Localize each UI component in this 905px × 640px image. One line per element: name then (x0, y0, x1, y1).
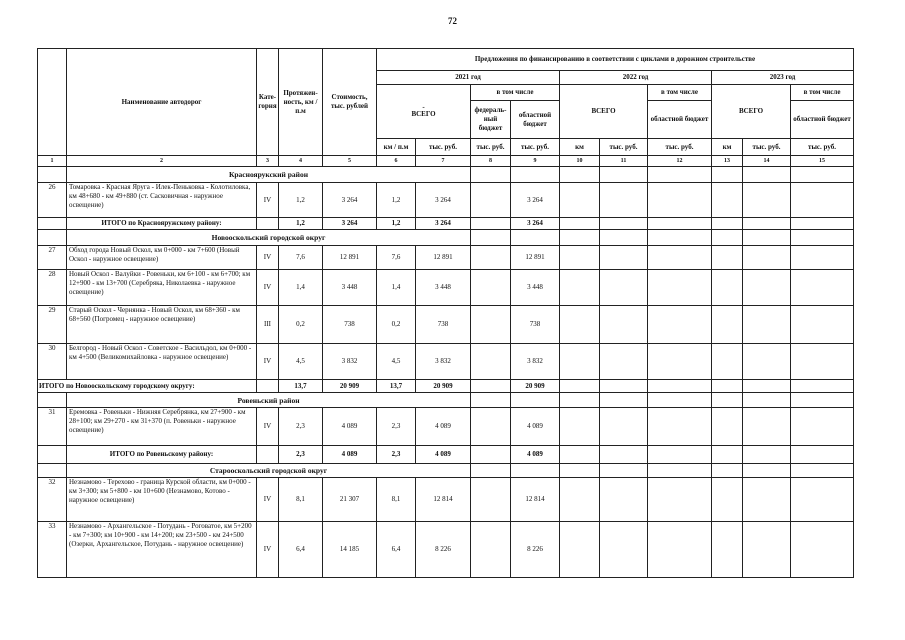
rub-2021: 12 891 (416, 246, 471, 270)
rub-2021: 3 264 (416, 183, 471, 218)
total-2022-header: ВСЕГО (560, 85, 648, 139)
regional-2021-header: областной бюджет (511, 101, 560, 139)
road-length: 7,6 (279, 246, 323, 270)
total-regional-2021: 20 909 (511, 380, 560, 393)
road-cost: 3 448 (323, 270, 377, 306)
road-name: Белгород - Новый Оскол - Советское - Васильдол, км 0+000 - км 4+500 (Великомихайловка - наружное освещение) (67, 344, 257, 380)
federal-2021 (471, 522, 511, 578)
col-number: 12 (648, 156, 712, 167)
col-number: 2 (67, 156, 257, 167)
row-number: 31 (38, 408, 67, 446)
total-km-2021: 13,7 (377, 380, 416, 393)
total-km-2021: 1,2 (377, 218, 416, 230)
road-name: Новый Оскол - Валуйки - Ровеньки, км 6+100 - км 6+700; км 12+900 - км 13+700 (Серебряка, Николаевка - наружное освещение) (67, 270, 257, 306)
total-rub-2021: 20 909 (416, 380, 471, 393)
regional-2021: 12 814 (511, 478, 560, 522)
road-name: Незнамово - Терехово - граница Курской области, км 0+000 - км 3+300; км 5+800 - км 10+600 (Незнамово, Котово - наружное освещение) (67, 478, 257, 522)
total-cost: 20 909 (323, 380, 377, 393)
total-label: ИТОГО по Новооскольскому городскому округу: (38, 380, 257, 393)
year-2023-header: 2023 год (712, 71, 854, 85)
federal-2021 (471, 183, 511, 218)
row-number: 32 (38, 478, 67, 522)
col-number: 14 (743, 156, 791, 167)
table-row (38, 522, 854, 578)
length-header: Протяжен-ность, км / п.м (279, 49, 323, 156)
col-number: 9 (511, 156, 560, 167)
federal-2021 (471, 246, 511, 270)
col-number: 11 (600, 156, 648, 167)
table-row (38, 344, 854, 380)
road-category: III (257, 306, 279, 344)
unit-rub: тыс. руб. (416, 139, 471, 156)
district-heading: Новооскольский городской округ (67, 230, 471, 246)
rub-2021: 738 (416, 306, 471, 344)
col-number: 10 (560, 156, 600, 167)
col-number: 3 (257, 156, 279, 167)
category-header: Кате-горня (257, 49, 279, 156)
district-heading: Старооскольский городской округ (67, 464, 471, 478)
road-financing-table (37, 48, 854, 578)
total-length: 1,2 (279, 218, 323, 230)
road-name: Старый Оскол - Чернянка - Новый Оскол, км 68+360 - км 68+560 (Погромец - наружное освещение) (67, 306, 257, 344)
road-name: Томаровка - Красная Яруга - Илек-Пеньковка - Колотиловка, км 48+680 - км 49+880 (ст. Сасковичная - наружное освещение) (67, 183, 257, 218)
road-category: IV (257, 478, 279, 522)
row-number: 28 (38, 270, 67, 306)
col-number: 7 (416, 156, 471, 167)
total-2023-header: ВСЕГО (712, 85, 791, 139)
cost-header: Стоимость, тыс. рублей (323, 49, 377, 156)
row-number: 30 (38, 344, 67, 380)
road-length: 4,5 (279, 344, 323, 380)
col-number: 6 (377, 156, 416, 167)
total-regional-2021: 4 089 (511, 446, 560, 464)
unit-rub: тыс. руб. (471, 139, 511, 156)
km-2021: 2,3 (377, 408, 416, 446)
unit-rub: тыс. руб. (648, 139, 712, 156)
incl-2022-header: в том числе (648, 85, 712, 101)
road-category: IV (257, 522, 279, 578)
proposals-header: Предложения по финансированию в соответствии с циклами в дорожном строительстве (377, 49, 854, 71)
federal-2021 (471, 478, 511, 522)
federal-2021-header: федераль-ный бюджет (471, 101, 511, 139)
road-category: IV (257, 183, 279, 218)
regional-2021: 738 (511, 306, 560, 344)
incl-2021-header: в том числе (471, 85, 560, 101)
total-rub-2021: 4 089 (416, 446, 471, 464)
road-cost: 14 185 (323, 522, 377, 578)
col-no-header (38, 49, 67, 156)
rub-2021: 3 448 (416, 270, 471, 306)
km-2021: 4,5 (377, 344, 416, 380)
total-length: 13,7 (279, 380, 323, 393)
federal-2021 (471, 344, 511, 380)
km-2021: 1,4 (377, 270, 416, 306)
rub-2021: 3 832 (416, 344, 471, 380)
road-length: 1,2 (279, 183, 323, 218)
rub-2021: 8 226 (416, 522, 471, 578)
unit-km: км (712, 139, 743, 156)
year-2021-header: 2021 год (377, 71, 560, 85)
road-category: IV (257, 246, 279, 270)
road-length: 8,1 (279, 478, 323, 522)
total-row (38, 218, 854, 230)
total-length: 2,3 (279, 446, 323, 464)
road-name: Обход города Новый Оскол, км 0+000 - км 7+600 (Новый Оскол - наружное освещение) (67, 246, 257, 270)
regional-2021: 3 448 (511, 270, 560, 306)
km-2021: 8,1 (377, 478, 416, 522)
road-category: IV (257, 344, 279, 380)
unit-rub: тыс. руб. (600, 139, 648, 156)
district-heading: Красноярукский район (67, 167, 471, 183)
road-length: 0,2 (279, 306, 323, 344)
row-number: 29 (38, 306, 67, 344)
km-2021: 6,4 (377, 522, 416, 578)
total-cost: 3 264 (323, 218, 377, 230)
road-cost: 3 832 (323, 344, 377, 380)
road-category: IV (257, 408, 279, 446)
incl-2023-header: в том числе (791, 85, 854, 101)
unit-rub: тыс. руб. (743, 139, 791, 156)
total-2021-label: ВСЕГО (411, 110, 436, 118)
total-label: ИТОГО по Ровеньскому району: (67, 446, 257, 464)
table-row (38, 183, 854, 218)
rub-2021: 4 089 (416, 408, 471, 446)
empty-cell (38, 167, 67, 183)
km-2021: 0,2 (377, 306, 416, 344)
unit-km-pm: км / п.м (377, 139, 416, 156)
total-label: ИТОГО по Краснояружскому району: (67, 218, 257, 230)
federal-2021 (471, 306, 511, 344)
total-cost: 4 089 (323, 446, 377, 464)
col-number: 8 (471, 156, 511, 167)
total-rub-2021: 3 264 (416, 218, 471, 230)
regional-2021: 3 832 (511, 344, 560, 380)
total-2021-header (377, 85, 471, 139)
federal-2021 (471, 270, 511, 306)
regional-2021: 3 264 (511, 183, 560, 218)
km-2021: 7,6 (377, 246, 416, 270)
col-number: 1 (38, 156, 67, 167)
table-row (38, 478, 854, 522)
col-number: 4 (279, 156, 323, 167)
rub-2021: 12 814 (416, 478, 471, 522)
total-row (38, 446, 854, 464)
road-cost: 12 891 (323, 246, 377, 270)
year-2022-header: 2022 год (560, 71, 712, 85)
regional-2022-header: областной бюджет (648, 101, 712, 139)
road-length: 2,3 (279, 408, 323, 446)
road-cost: 4 089 (323, 408, 377, 446)
table-row (38, 270, 854, 306)
unit-rub: тыс. руб. (791, 139, 854, 156)
regional-2023-header: областной бюджет (791, 101, 854, 139)
road-name-header: Наименование автодорог (67, 49, 257, 156)
road-length: 6,4 (279, 522, 323, 578)
road-name: Незнамово - Архангельское - Потудань - Роговатое, км 5+200 - км 7+300; км 10+900 - км 14+200; км 23+500 - км 24+500 (Озерки, Архангельское, Потудань - наружное освещение) (67, 522, 257, 578)
regional-2021: 8 226 (511, 522, 560, 578)
road-cost: 738 (323, 306, 377, 344)
table-row (38, 246, 854, 270)
col-number: 13 (712, 156, 743, 167)
total-km-2021: 2,3 (377, 446, 416, 464)
row-number: 33 (38, 522, 67, 578)
unit-rub: тыс. руб. (511, 139, 560, 156)
road-category: IV (257, 270, 279, 306)
page-number: 72 (448, 16, 457, 26)
table-row (38, 408, 854, 446)
regional-2021: 12 891 (511, 246, 560, 270)
col-number: 5 (323, 156, 377, 167)
row-number: 26 (38, 183, 67, 218)
km-2021: 1,2 (377, 183, 416, 218)
table-row (38, 306, 854, 344)
road-length: 1,4 (279, 270, 323, 306)
regional-2021: 4 089 (511, 408, 560, 446)
road-name: Еремовка - Ровеньки - Нижняя Серебрянка, км 27+900 - км 28+100; км 29+270 - км 31+370 (п. Ровеньки - наружное освещение) (67, 408, 257, 446)
federal-2021 (471, 408, 511, 446)
row-number: 27 (38, 246, 67, 270)
road-cost: 3 264 (323, 183, 377, 218)
col-number: 15 (791, 156, 854, 167)
total-row (38, 380, 854, 393)
total-regional-2021: 3 264 (511, 218, 560, 230)
road-cost: 21 307 (323, 478, 377, 522)
unit-km: км (560, 139, 600, 156)
district-heading: Ровеньский район (67, 393, 471, 408)
dash-mark: - (422, 103, 425, 111)
